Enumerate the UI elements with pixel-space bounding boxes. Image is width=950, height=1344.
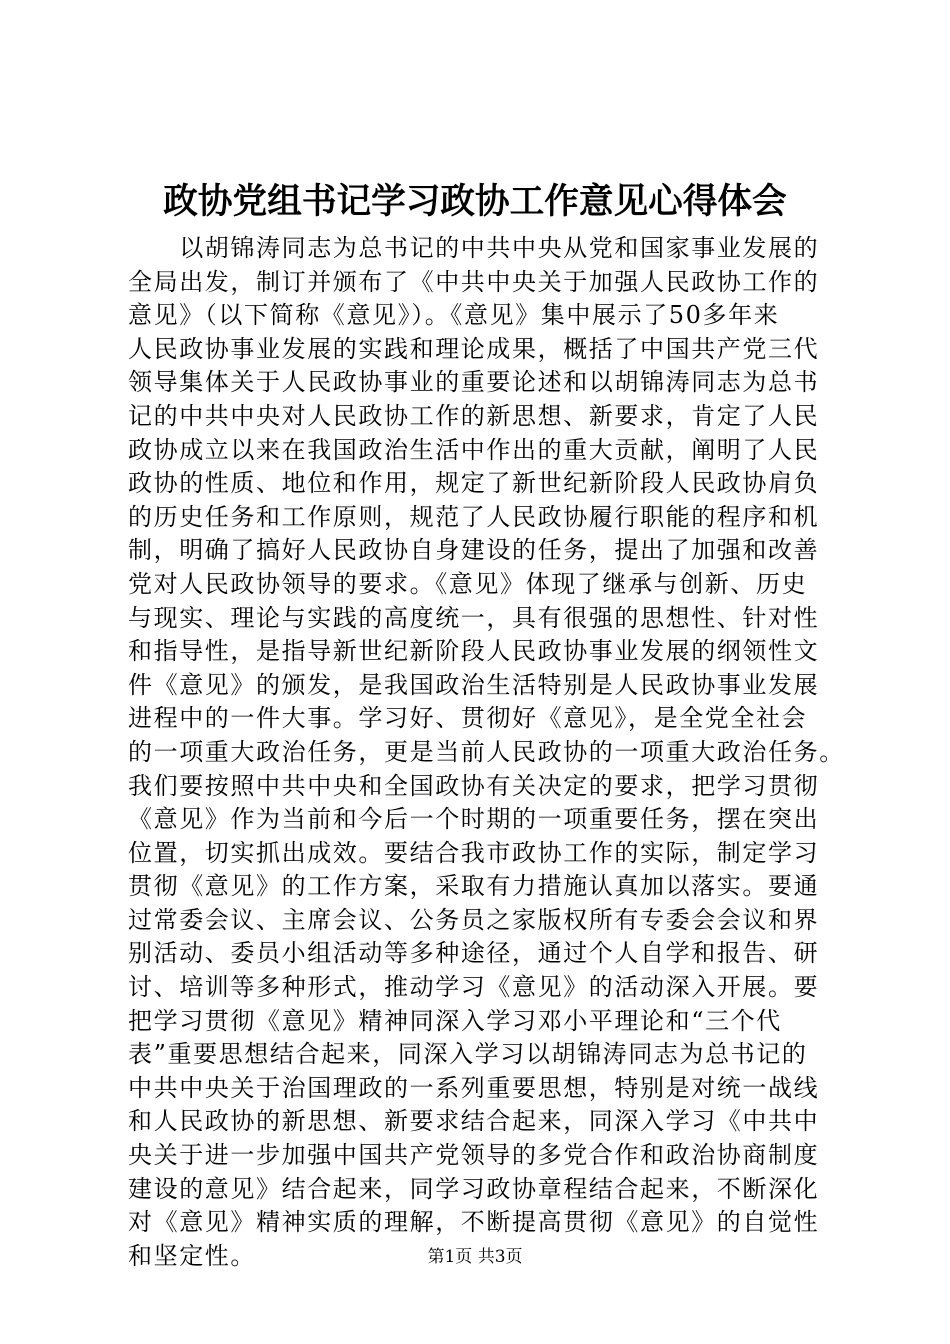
body-line: 和人民政协的新思想、新要求结合起来，同深入学习《中共中 [128,1107,820,1136]
body-line: 进程中的一件大事。学习好、贯彻好《意见》，是全党全社会 [128,704,808,733]
body-line: 我们要按照中共中央和全国政协有关决定的要求，把学习贯彻 [128,771,820,800]
body-line: 人民政协事业发展的实践和理论成果，概括了中国共产党三代 [128,334,820,363]
body-line: 位置，切实抓出成效。要结合我市政协工作的实际，制定学习 [128,838,820,867]
body-line: 和指导性，是指导新世纪新阶段人民政协事业发展的纲领性文 [128,637,820,666]
body-line: 和坚定性。 [128,1241,256,1270]
body-line: 意见》（以下简称《意见》）。《意见》集中展示了50多年来 [128,301,780,330]
body-line: 表”重要思想结合起来，同深入学习以胡锦涛同志为总书记的 [128,1040,808,1069]
body-line: 讨、培训等多种形式，推动学习《意见》的活动深入开展。要 [128,973,820,1002]
document-body [128,232,848,1273]
body-line: 过常委会议、主席会议、公务员之家版权所有专委会会议和界 [128,905,820,934]
body-line: 以胡锦涛同志为总书记的中共中央从党和国家事业发展的 [128,234,820,262]
body-line: 政协成立以来在我国政治生活中作出的重大贡献，阐明了人民 [128,435,820,464]
body-line: 把学习贯彻《意见》精神同深入学习邓小平理论和“三个代 [128,1006,782,1035]
document-title: 政协党组书记学习政协工作意见心得体会 [163,181,787,222]
body-line: 中共中央关于治国理政的一系列重要思想，特别是对统一战线 [128,1073,820,1102]
body-line: 央关于进一步加强中国共产党领导的多党合作和政治协商制度 [128,1141,820,1170]
body-line: 的历史任务和工作原则，规范了人民政协履行职能的程序和机 [128,502,820,531]
body-line: 贯彻《意见》的工作方案，采取有力措施认真加以落实。要通 [128,872,820,901]
body-line: 领导集体关于人民政协事业的重要论述和以胡锦涛同志为总书 [128,368,820,397]
body-line: 制，明确了搞好人民政协自身建设的任务，提出了加强和改善 [128,536,820,565]
body-line: 记的中共中央对人民政协工作的新思想、新要求，肯定了人民 [128,401,820,430]
body-line: 建设的意见》结合起来，同学习政协章程结合起来，不断深化 [128,1174,820,1203]
body-line: 件《意见》的颁发，是我国政治生活特别是人民政协事业发展 [128,670,820,699]
body-line: 别活动、委员小组活动等多种途径，通过个人自学和报告、研 [128,939,820,968]
body-line: 的一项重大政治任务，更是当前人民政协的一项重大政治任务。 [128,737,845,766]
body-line: 《意见》作为当前和今后一个时期的一项重要任务，摆在突出 [128,805,820,834]
body-line: 全局出发，制订并颁布了《中共中央关于加强人民政协工作的 [128,267,820,296]
body-line: 与现实、理论与实践的高度统一，具有很强的思想性、针对性 [128,603,820,632]
page-number-footer: 第1页 共3页 [427,1247,523,1267]
body-line: 党对人民政协领导的要求。《意见》体现了继承与创新、历史 [128,569,808,598]
body-line: 政协的性质、地位和作用，规定了新世纪新阶段人民政协肩负 [128,469,820,498]
body-line: 对《意见》精神实质的理解，不断提高贯彻《意见》的自觉性 [128,1208,820,1237]
